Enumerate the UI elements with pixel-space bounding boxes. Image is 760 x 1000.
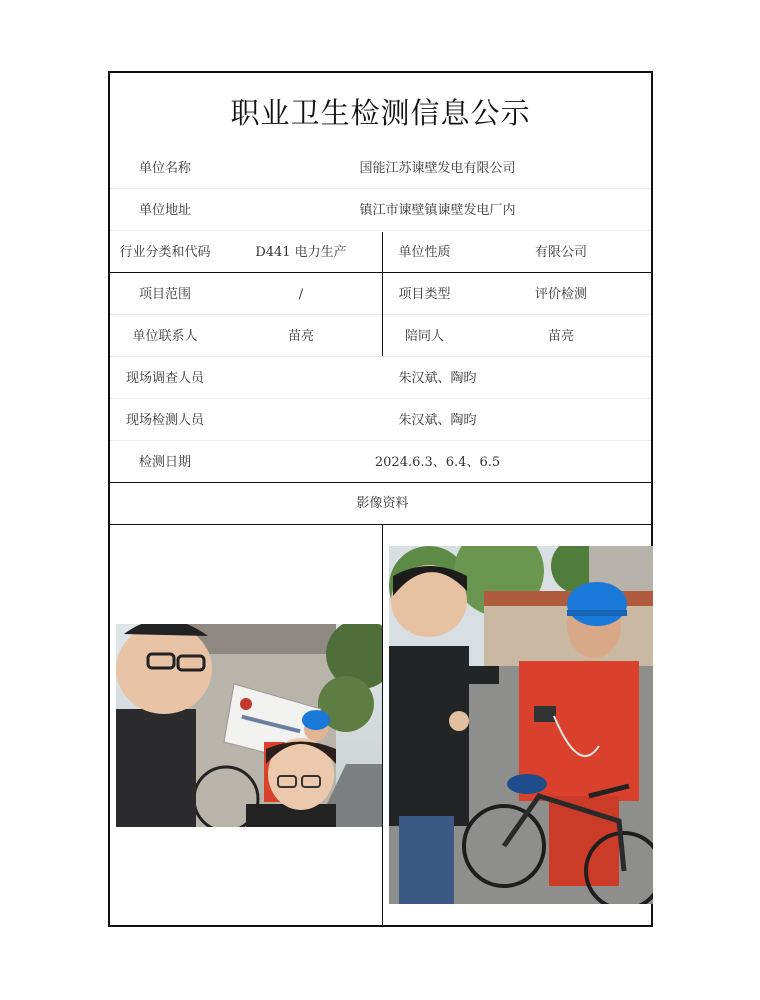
row-image-section [110,483,651,525]
selfie-photo [116,624,382,827]
unit-name-label: 单位名称 [138,161,191,176]
unit-address-value: 镇江市谏壁镇谏壁发电厂内 [359,203,516,218]
unit-nature-label: 单位性质 [398,245,451,260]
project-scope-label: 项目范围 [138,287,191,302]
survey-staff-value: 朱汉斌、陶昀 [398,371,477,386]
row-survey-staff [110,358,651,400]
unit-address-label: 单位地址 [138,203,191,218]
unit-nature-value: 有限公司 [534,245,587,260]
test-staff-value: 朱汉斌、陶昀 [398,413,477,428]
industry-value: D441 电力生产 [255,245,347,260]
project-type-value: 评价检测 [534,287,587,302]
escort-label: 陪同人 [404,329,444,344]
row-test-date [110,442,651,484]
row-test-staff [110,400,651,442]
test-staff-label: 现场检测人员 [125,413,204,428]
industry-label: 行业分类和代码 [119,245,211,260]
contact-label: 单位联系人 [132,329,198,344]
row-unit-name [110,148,651,190]
unit-name-value: 国能江苏谏壁发电有限公司 [359,161,516,176]
image-section-label: 影像资料 [356,496,409,511]
row-contact [110,316,651,358]
test-date-value: 2024.6.3、6.4、6.5 [374,455,501,470]
contact-value: 苗亮 [287,329,314,344]
onsite-photo [389,546,653,904]
test-date-label: 检测日期 [138,455,191,470]
row-industry [110,232,651,274]
photo-divider [382,524,383,927]
escort-value: 苗亮 [547,329,574,344]
row-project [110,274,651,316]
row-unit-address [110,190,651,232]
project-type-label: 项目类型 [398,287,451,302]
survey-staff-label: 现场调查人员 [125,371,204,386]
page-title: 职业卫生检测信息公示 [230,96,531,130]
disclosure-document [108,71,653,927]
project-scope-value: / [298,287,304,302]
